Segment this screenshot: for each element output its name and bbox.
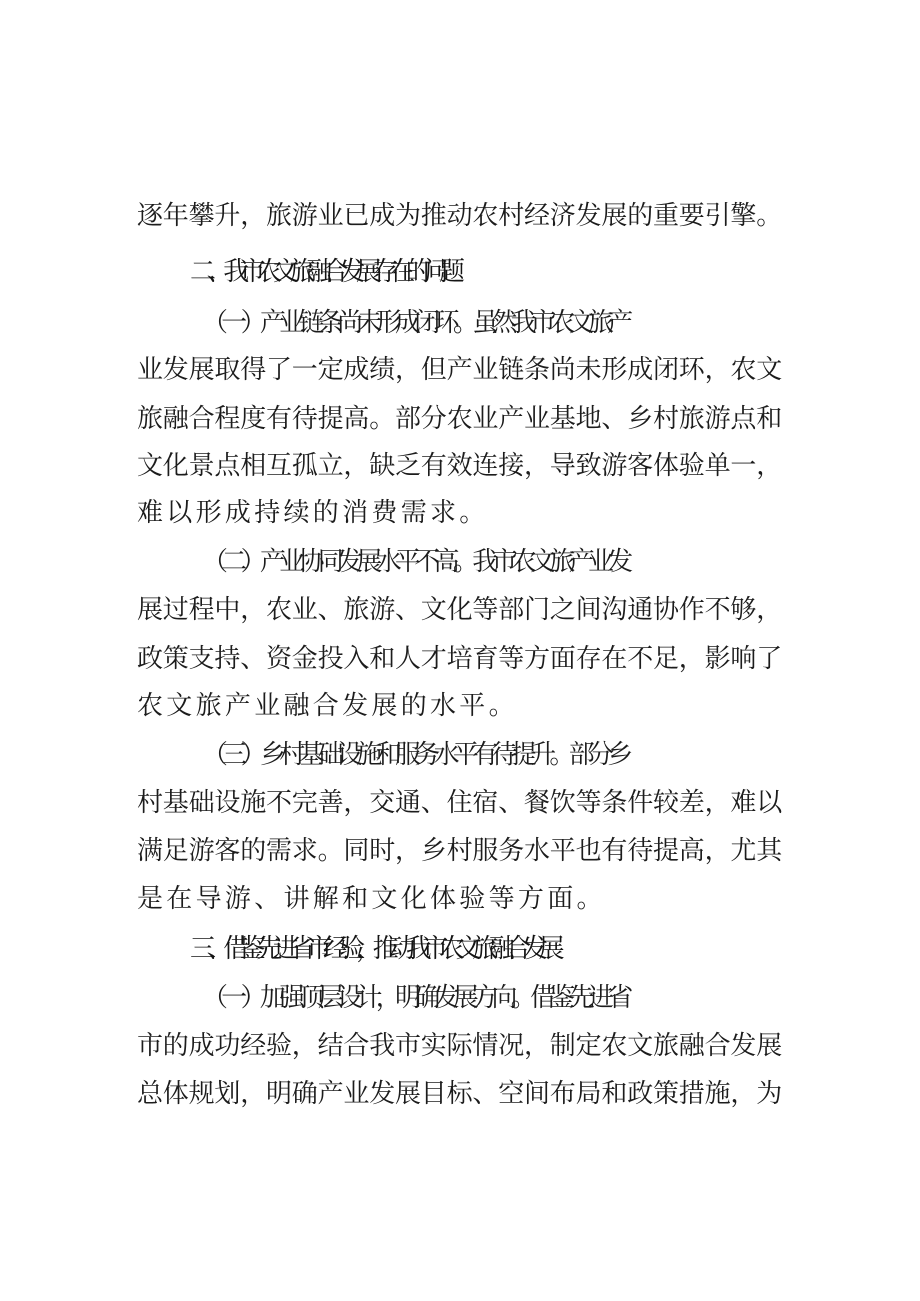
paragraph-2-line: 政策支持、资金投入和人才培育等方面存在不足，影响了 <box>137 644 783 674</box>
paragraph-3-line: 是在导游、讲解和文化体验等方面。 <box>137 884 606 914</box>
paragraph-2-line: 展过程中，农业、旅游、文化等部门之间沟通协作不够， <box>137 595 783 625</box>
paragraph-3-line: 满足游客的需求。同时，乡村服务水平也有待提高，尤其 <box>137 836 783 866</box>
body-text-line: 逐年攀升，旅游业已成为推动农村经济发展的重要引擎。 <box>137 201 783 231</box>
paragraph-1-line: 旅融合程度有待提高。部分农业产业基地、乡村旅游点和 <box>137 404 783 434</box>
paragraph-4-line: 市的成功经验，结合我市实际情况，制定农文旅融合发展 <box>137 1031 783 1061</box>
paragraph-1-line: 业发展取得了一定成绩，但产业链条尚未形成闭环，农文 <box>137 355 783 385</box>
section-heading-2: 二、我市农文旅融合发展存在的问题 <box>190 257 456 287</box>
paragraph-1-line: 难以形成持续的消费需求。 <box>137 498 489 528</box>
paragraph-2-line: 农文旅产业融合发展的水平。 <box>137 691 518 721</box>
paragraph-4-line: 总体规划，明确产业发展目标、空间布局和政策措施，为 <box>137 1079 783 1109</box>
paragraph-1-line: （一）产业链条尚未形成闭环。虽然我市农文旅产 <box>202 308 627 338</box>
paragraph-1-line: 文化景点相互孤立，缺乏有效连接，导致游客体验单一， <box>137 451 783 481</box>
paragraph-3-line: （三）乡村基础设施和服务水平有待提升。部分乡 <box>202 740 627 770</box>
paragraph-2-line: （二）产业协同发展水平不高。我市农文旅产业发 <box>202 547 627 577</box>
paragraph-4-line: （一）加强顶层设计，明确发展方向。借鉴先进省 <box>202 983 627 1013</box>
paragraph-3-line: 村基础设施不完善，交通、住宿、餐饮等条件较差，难以 <box>137 788 783 818</box>
section-heading-3: 三、借鉴先进省市经验，推动我市农文旅融合发展 <box>190 934 556 964</box>
